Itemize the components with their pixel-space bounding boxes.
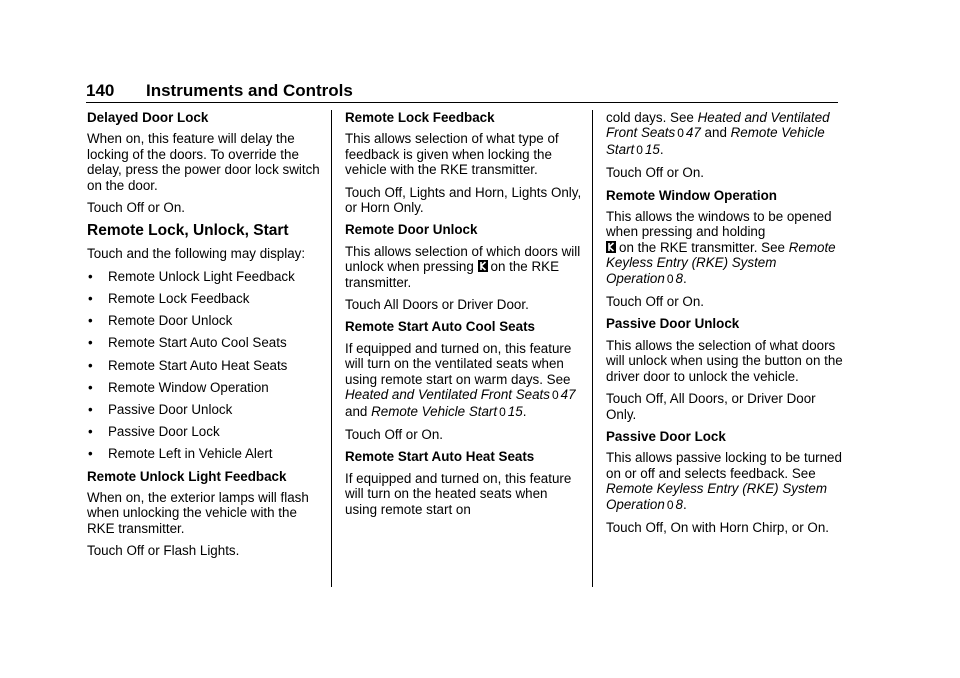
heading-remote-window-operation: Remote Window Operation bbox=[606, 187, 777, 203]
column-left bbox=[87, 110, 327, 566]
list-item-text: Remote Start Auto Cool Seats bbox=[108, 335, 287, 351]
bullet-icon: • bbox=[88, 446, 93, 462]
paragraph: Touch Off, On with Horn Chirp, or On. bbox=[606, 519, 830, 535]
heading-passive-door-unlock: Passive Door Unlock bbox=[606, 316, 740, 332]
paragraph-text: If equipped and turned on, this feature will turn on the ventilated seats when using remote start on warm days. See bbox=[345, 340, 572, 387]
paragraph-text: cold days. See bbox=[606, 110, 694, 125]
paragraph: Touch All Doors or Driver Door. bbox=[345, 297, 529, 313]
page-ref-arrow-icon: 0 bbox=[551, 388, 559, 403]
page-number: 140 bbox=[86, 81, 115, 100]
paragraph: This allows the selection of what doors will unlock when using the button on the driver door to unlock the vehicle. bbox=[606, 337, 843, 384]
period: . bbox=[522, 403, 527, 419]
list-item bbox=[87, 402, 327, 417]
section-title: Instruments and Controls bbox=[146, 81, 353, 100]
list-item bbox=[87, 446, 327, 461]
heading-remote-start-auto-cool-seats: Remote Start Auto Cool Seats bbox=[345, 319, 535, 335]
paragraph: Touch Off or On. bbox=[345, 426, 443, 442]
paragraph: Touch Off, All Doors, or Driver Door Only. bbox=[606, 391, 816, 422]
paragraph bbox=[606, 209, 844, 287]
page-reference[interactable]: 47 bbox=[560, 387, 576, 403]
heading-delayed-door-lock: Delayed Door Lock bbox=[87, 110, 209, 125]
paragraph-text: and bbox=[345, 403, 368, 419]
cross-reference[interactable]: Heated and Ventilated Front Seats bbox=[345, 387, 550, 403]
paragraph: Touch Off, Lights and Horn, Lights Only, or Horn Only. bbox=[345, 184, 582, 216]
list-item bbox=[87, 358, 327, 373]
paragraph: If equipped and turned on, this feature will turn on the heated seats when using remote start on bbox=[345, 470, 572, 517]
list-item-text: Remote Door Unlock bbox=[108, 313, 233, 329]
page-ref-arrow-icon: 0 bbox=[666, 497, 674, 512]
cross-reference[interactable]: Remote Vehicle Start bbox=[371, 403, 498, 419]
paragraph-text: This allows the windows to be opened when pressing and holding bbox=[606, 209, 832, 240]
list-item-text: Remote Unlock Light Feedback bbox=[108, 268, 295, 284]
page-reference[interactable]: 8 bbox=[675, 496, 683, 512]
paragraph-text: on the RKE transmitter. bbox=[345, 259, 559, 290]
paragraph: Touch Off or On. bbox=[606, 294, 704, 310]
bullet-icon: • bbox=[88, 268, 93, 284]
page-ref-arrow-icon: 0 bbox=[677, 126, 684, 141]
paragraph bbox=[606, 110, 844, 158]
bullet-icon: • bbox=[88, 402, 93, 418]
page-header bbox=[86, 80, 838, 103]
heading-remote-door-unlock: Remote Door Unlock bbox=[345, 222, 478, 238]
page-reference[interactable]: 8 bbox=[675, 270, 683, 286]
paragraph-text: This allows passive locking to be turned on or off and selects feedback. See bbox=[606, 450, 842, 481]
bullet-icon: • bbox=[88, 291, 93, 307]
list-item-text: Passive Door Lock bbox=[108, 424, 220, 440]
bullet-list bbox=[87, 269, 327, 462]
column-right bbox=[606, 110, 844, 542]
list-item bbox=[87, 269, 327, 284]
paragraph: Touch Off or On. bbox=[87, 200, 185, 216]
page-reference[interactable]: 15 bbox=[644, 141, 660, 157]
paragraph: Touch and the following may display: bbox=[87, 246, 306, 262]
list-item-text: Remote Left in Vehicle Alert bbox=[108, 446, 273, 462]
paragraph-text: and bbox=[704, 125, 727, 141]
bullet-icon: • bbox=[88, 379, 93, 395]
list-item-text: Passive Door Unlock bbox=[108, 402, 233, 418]
paragraph-text: This allows selection of which doors will unlock when pressing bbox=[345, 243, 581, 275]
paragraph bbox=[606, 450, 844, 513]
cross-reference[interactable]: Remote Keyless Entry (RKE) System Operation bbox=[606, 481, 828, 512]
list-item bbox=[87, 380, 327, 395]
heading-remote-start-auto-heat-seats: Remote Start Auto Heat Seats bbox=[345, 449, 535, 465]
period: . bbox=[659, 141, 664, 157]
paragraph: When on, this feature will delay the locking of the doors. To override the delay, press the power door lock switch on the door. bbox=[87, 131, 320, 193]
paragraph: When on, the exterior lamps will flash when unlocking the vehicle with the RKE transmitter. bbox=[87, 490, 309, 536]
list-item-text: Remote Start Auto Heat Seats bbox=[108, 357, 288, 373]
bullet-icon: • bbox=[88, 357, 93, 373]
cross-reference[interactable]: Remote Vehicle Start bbox=[606, 125, 825, 157]
list-item bbox=[87, 291, 327, 306]
cross-reference[interactable]: Remote Keyless Entry (RKE) System Operation bbox=[606, 239, 836, 286]
heading-remote-unlock-light-feedback: Remote Unlock Light Feedback bbox=[87, 468, 287, 484]
list-item bbox=[87, 335, 327, 350]
column-middle bbox=[345, 110, 583, 524]
heading-remote-lock-unlock-start: Remote Lock, Unlock, Start bbox=[87, 222, 289, 240]
bullet-icon: • bbox=[88, 424, 93, 440]
bullet-icon: • bbox=[88, 313, 93, 329]
column-divider bbox=[331, 110, 332, 587]
paragraph bbox=[345, 341, 583, 420]
heading-passive-door-lock: Passive Door Lock bbox=[606, 428, 726, 444]
paragraph: This allows selection of what type of feedback is given when locking the vehicle with the RKE transmitter. bbox=[345, 131, 559, 178]
bullet-icon: • bbox=[88, 335, 93, 351]
list-item-text: Remote Window Operation bbox=[108, 379, 269, 395]
period: . bbox=[682, 270, 687, 286]
page-ref-arrow-icon: 0 bbox=[636, 142, 643, 157]
paragraph: Touch Off or On. bbox=[606, 165, 704, 181]
unlock-key-icon bbox=[478, 260, 488, 272]
paragraph-text: on the RKE transmitter. See bbox=[619, 239, 785, 255]
page-reference[interactable]: 15 bbox=[507, 403, 523, 419]
paragraph: Touch Off or Flash Lights. bbox=[87, 543, 240, 559]
list-item-text: Remote Lock Feedback bbox=[108, 291, 250, 307]
page-reference[interactable]: 47 bbox=[685, 125, 701, 141]
page-ref-arrow-icon: 0 bbox=[499, 404, 506, 419]
column-divider bbox=[592, 110, 593, 587]
cross-reference[interactable]: Heated and Ventilated Front Seats bbox=[606, 110, 830, 141]
list-item bbox=[87, 424, 327, 439]
heading-remote-lock-feedback: Remote Lock Feedback bbox=[345, 110, 495, 125]
unlock-key-icon bbox=[606, 241, 616, 253]
paragraph bbox=[345, 244, 583, 290]
page-ref-arrow-icon: 0 bbox=[666, 271, 674, 286]
list-item bbox=[87, 313, 327, 328]
period: . bbox=[682, 496, 687, 512]
